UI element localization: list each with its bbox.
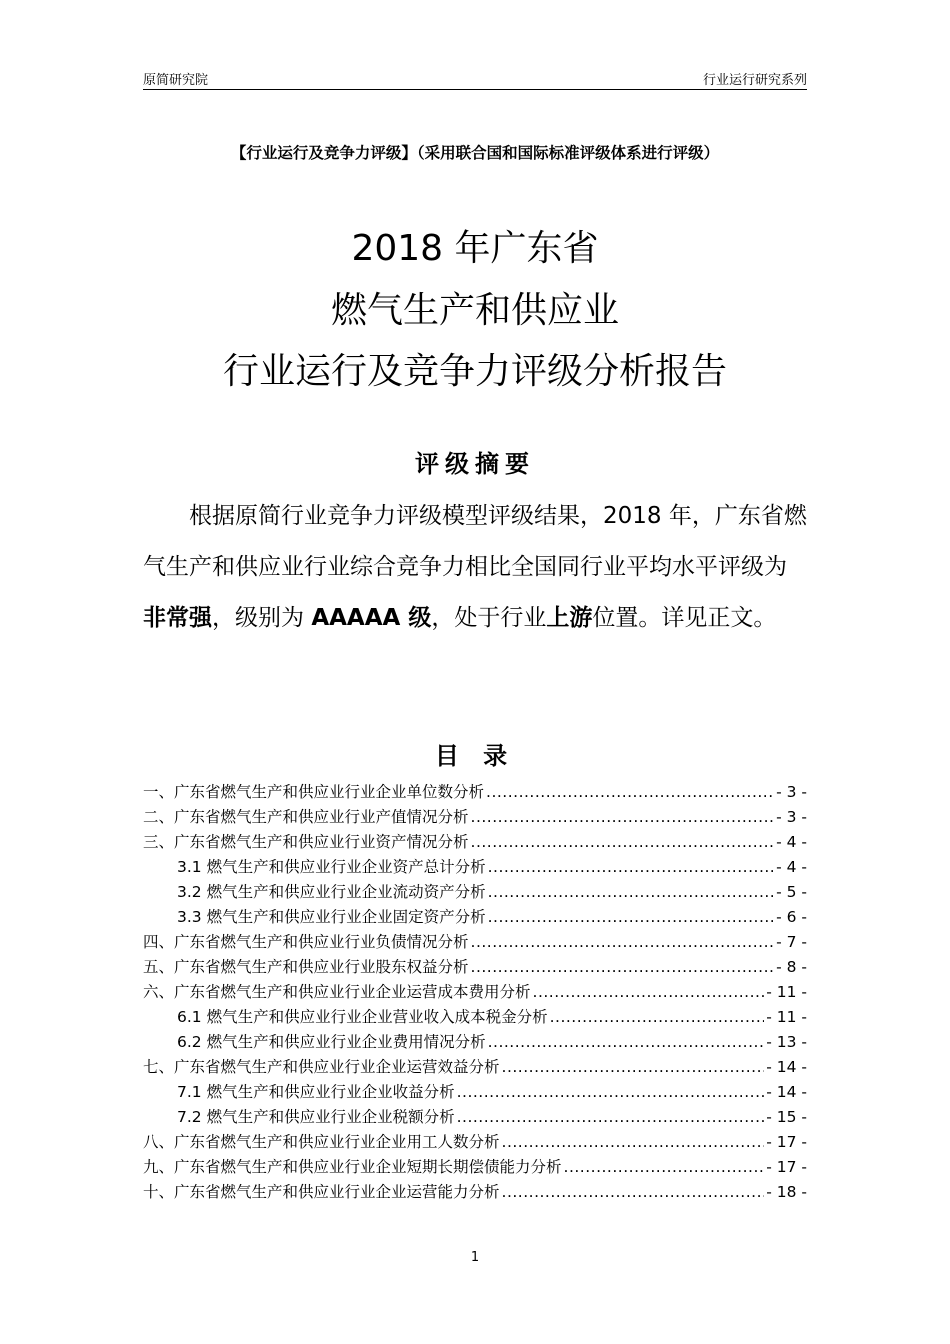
toc-entry-label: 3.2 燃气生产和供应业行业企业流动资产分析 bbox=[177, 883, 486, 901]
rating-grade: AAAAA 级 bbox=[311, 605, 432, 631]
rating-position: 上游 bbox=[546, 605, 593, 631]
toc-entry-page: - 5 - bbox=[776, 883, 807, 901]
toc-leader-dots bbox=[488, 855, 775, 880]
toc-leader-dots bbox=[471, 805, 775, 830]
summary-text-2: ，级别为 bbox=[212, 605, 312, 631]
toc-entry-label: 四、广东省燃气生产和供应业行业负债情况分析 bbox=[143, 933, 469, 951]
page-number: 1 bbox=[470, 1250, 480, 1265]
toc-leader-dots bbox=[502, 1130, 765, 1155]
toc-leader-dots bbox=[564, 1155, 765, 1180]
toc-entry-page: - 6 - bbox=[776, 908, 807, 926]
toc-entry-page: - 4 - bbox=[776, 858, 807, 876]
toc-entry[interactable] bbox=[143, 1130, 807, 1155]
toc-entry[interactable] bbox=[143, 805, 807, 830]
header-series-name: 行业运行研究系列 bbox=[702, 73, 807, 88]
toc-entry-page: - 4 - bbox=[776, 833, 807, 851]
toc-leader-dots bbox=[488, 1030, 765, 1055]
toc-leader-dots bbox=[533, 980, 765, 1005]
toc-leader-dots bbox=[502, 1055, 765, 1080]
toc-entry-label: 7.2 燃气生产和供应业行业企业税额分析 bbox=[177, 1108, 455, 1126]
report-title-line-1: 2018 年广东省 bbox=[351, 228, 599, 269]
toc-entry-page: - 3 - bbox=[776, 808, 807, 826]
toc-entry-label: 一、广东省燃气生产和供应业行业企业单位数分析 bbox=[143, 783, 485, 801]
toc-entry[interactable] bbox=[143, 1155, 807, 1180]
toc-entry[interactable] bbox=[143, 1055, 807, 1080]
report-title-line-3: 行业运行及竞争力评级分析报告 bbox=[222, 351, 727, 392]
toc-subentry[interactable] bbox=[143, 880, 807, 905]
toc-entry-label: 七、广东省燃气生产和供应业行业企业运营效益分析 bbox=[143, 1058, 500, 1076]
toc-leader-dots bbox=[471, 830, 775, 855]
toc-subentry[interactable] bbox=[143, 1080, 807, 1105]
toc-entry-label: 6.2 燃气生产和供应业行业企业费用情况分析 bbox=[177, 1033, 486, 1051]
toc-entry-page: - 3 - bbox=[776, 783, 807, 801]
toc-leader-dots bbox=[502, 1180, 765, 1205]
header-org-name: 原简研究院 bbox=[143, 73, 209, 88]
toc-entry-page: - 17 - bbox=[766, 1133, 807, 1151]
toc-subentry[interactable] bbox=[143, 1005, 807, 1030]
toc-entry-label: 3.1 燃气生产和供应业行业企业资产总计分析 bbox=[177, 858, 486, 876]
toc-heading: 目 录 bbox=[434, 742, 516, 770]
toc-entry-label: 7.1 燃气生产和供应业行业企业收益分析 bbox=[177, 1083, 455, 1101]
toc-leader-dots bbox=[457, 1080, 765, 1105]
toc-entry-page: - 14 - bbox=[766, 1083, 807, 1101]
toc-entry-page: - 11 - bbox=[766, 983, 807, 1001]
page-header bbox=[143, 67, 807, 90]
toc-entry[interactable] bbox=[143, 830, 807, 855]
table-of-contents bbox=[143, 780, 807, 1205]
toc-entry-label: 八、广东省燃气生产和供应业行业企业用工人数分析 bbox=[143, 1133, 500, 1151]
summary-text-4: 位置。详见正文。 bbox=[592, 605, 777, 631]
toc-entry-page: - 15 - bbox=[766, 1108, 807, 1126]
toc-entry-page: - 7 - bbox=[776, 933, 807, 951]
toc-subentry[interactable] bbox=[143, 1105, 807, 1130]
toc-entry-page: - 11 - bbox=[766, 1008, 807, 1026]
toc-entry[interactable] bbox=[143, 780, 807, 805]
toc-entry[interactable] bbox=[143, 980, 807, 1005]
toc-entry-page: - 8 - bbox=[776, 958, 807, 976]
report-title-line-2: 燃气生产和供应业 bbox=[330, 290, 619, 331]
toc-entry-page: - 14 - bbox=[766, 1058, 807, 1076]
toc-subentry[interactable] bbox=[143, 1030, 807, 1055]
toc-entry-label: 三、广东省燃气生产和供应业行业资产情况分析 bbox=[143, 833, 469, 851]
toc-entry-page: - 13 - bbox=[766, 1033, 807, 1051]
toc-entry-label: 十、广东省燃气生产和供应业行业企业运营能力分析 bbox=[143, 1183, 500, 1201]
toc-leader-dots bbox=[488, 905, 775, 930]
toc-entry-label: 6.1 燃气生产和供应业行业企业营业收入成本税金分析 bbox=[177, 1008, 548, 1026]
toc-leader-dots bbox=[457, 1105, 765, 1130]
toc-entry-label: 六、广东省燃气生产和供应业行业企业运营成本费用分析 bbox=[143, 983, 531, 1001]
toc-entry[interactable] bbox=[143, 955, 807, 980]
toc-entry-label: 3.3 燃气生产和供应业行业企业固定资产分析 bbox=[177, 908, 486, 926]
rating-level: 非常强 bbox=[143, 605, 212, 631]
toc-leader-dots bbox=[550, 1005, 765, 1030]
summary-heading: 评级摘要 bbox=[415, 450, 535, 478]
toc-entry-label: 五、广东省燃气生产和供应业行业股东权益分析 bbox=[143, 958, 469, 976]
toc-leader-dots bbox=[486, 780, 774, 805]
toc-leader-dots bbox=[488, 880, 775, 905]
toc-leader-dots bbox=[471, 930, 775, 955]
toc-entry-label: 九、广东省燃气生产和供应业行业企业短期长期偿债能力分析 bbox=[143, 1158, 562, 1176]
toc-entry[interactable] bbox=[143, 930, 807, 955]
toc-subentry[interactable] bbox=[143, 905, 807, 930]
toc-entry-page: - 18 - bbox=[766, 1183, 807, 1201]
toc-entry[interactable] bbox=[143, 1180, 807, 1205]
toc-entry-page: - 17 - bbox=[766, 1158, 807, 1176]
toc-leader-dots bbox=[471, 955, 775, 980]
report-subtitle: 【行业运行及竞争力评级】（采用联合国和国际标准评级体系进行评级） bbox=[230, 144, 720, 162]
summary-text-3: ，处于行业 bbox=[431, 605, 547, 631]
toc-entry-label: 二、广东省燃气生产和供应业行业产值情况分析 bbox=[143, 808, 469, 826]
summary-text-1: 根据原简行业竞争力评级模型评级结果，2018 年，广东省燃气生产和供应业行业综合竞争力相比全国同行业平均水平评级为 bbox=[143, 503, 807, 580]
summary-paragraph bbox=[143, 491, 807, 644]
toc-subentry[interactable] bbox=[143, 855, 807, 880]
